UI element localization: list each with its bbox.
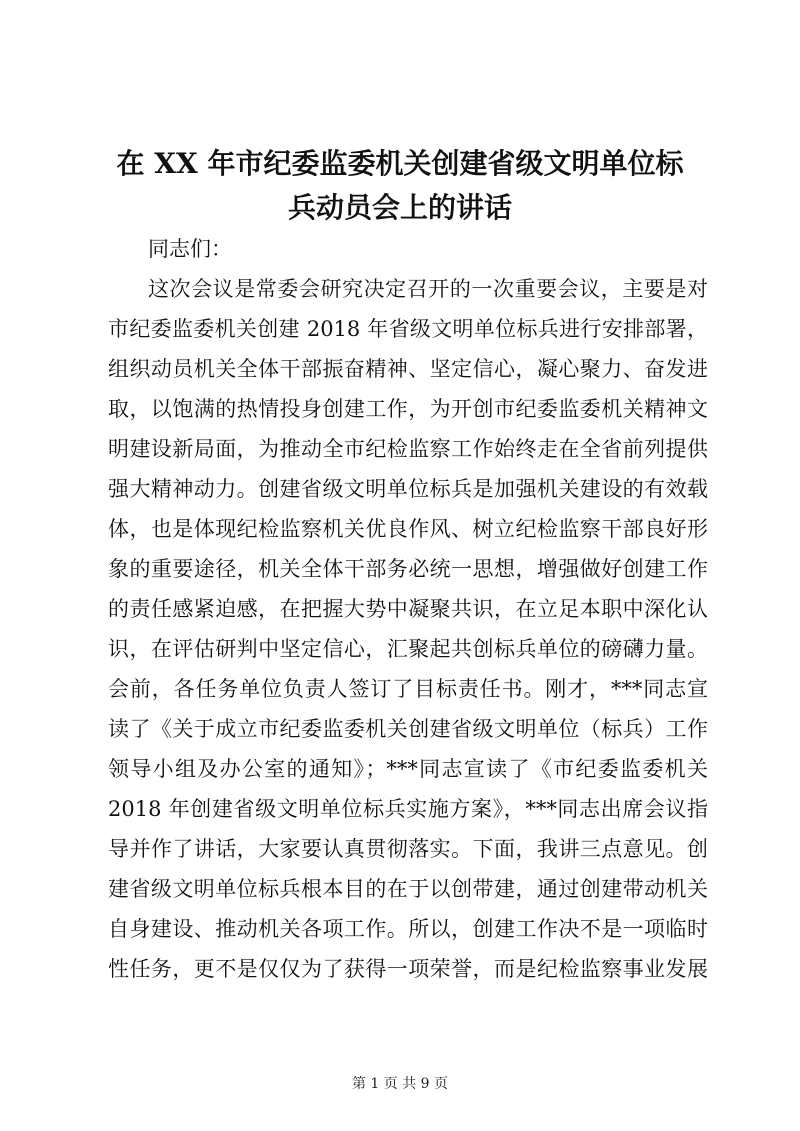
body-line: 取，以饱满的热情投身创建工作，为开创市纪委监委机关精神文: [108, 397, 708, 421]
body-line: 强大精神动力。创建省级文明单位标兵是加强机关建设的有效载: [108, 477, 708, 501]
body-line: 2018 年创建省级文明单位标兵实施方案》，***同志出席会议指: [108, 797, 708, 821]
body-line: 性任务，更不是仅仅为了获得一项荣誉，而是纪检监察事业发展: [108, 957, 708, 981]
body-line: 建省级文明单位标兵根本目的在于以创带建，通过创建带动机关: [108, 877, 708, 901]
body-line: 组织动员机关全体干部振奋精神、坚定信心，凝心聚力、奋发进: [108, 357, 708, 381]
body-line: 这次会议是常委会研究决定召开的一次重要会议，主要是对: [148, 277, 708, 301]
body-line: 读了《关于成立市纪委监委机关创建省级文明单位（标兵）工作: [108, 717, 708, 741]
body-line: 自身建设、推动机关各项工作。所以，创建工作决不是一项临时: [108, 917, 708, 941]
body-line: 会前，各任务单位负责人签订了目标责任书。刚才，***同志宣: [108, 677, 708, 701]
body-line: 的责任感紧迫感，在把握大势中凝聚共识，在立足本职中深化认: [108, 597, 708, 621]
page-footer: 第 1 页 共 9 页: [351, 1076, 449, 1092]
body-line: 象的重要途径，机关全体干部务必统一思想，增强做好创建工作: [108, 557, 708, 581]
body-line: 市纪委监委机关创建 2018 年省级文明单位标兵进行安排部署，: [108, 317, 708, 341]
body-line: 体，也是体现纪检监察机关优良作风、树立纪检监察干部良好形: [108, 517, 708, 541]
body-line: 识，在评估研判中坚定信心，汇聚起共创标兵单位的磅礴力量。: [108, 637, 708, 661]
document-title-line-2: 兵动员会上的讲话: [287, 191, 512, 224]
document-title-line-1: 在 XX 年市纪委监委机关创建省级文明单位标: [116, 147, 684, 180]
body-line: 领导小组及办公室的通知》；***同志宣读了《市纪委监委机关: [108, 757, 708, 781]
salutation: 同志们：: [148, 237, 232, 261]
body-line: 导并作了讲话，大家要认真贯彻落实。下面，我讲三点意见。创: [108, 837, 708, 861]
body-line: 明建设新局面，为推动全市纪检监察工作始终走在全省前列提供: [108, 437, 708, 461]
